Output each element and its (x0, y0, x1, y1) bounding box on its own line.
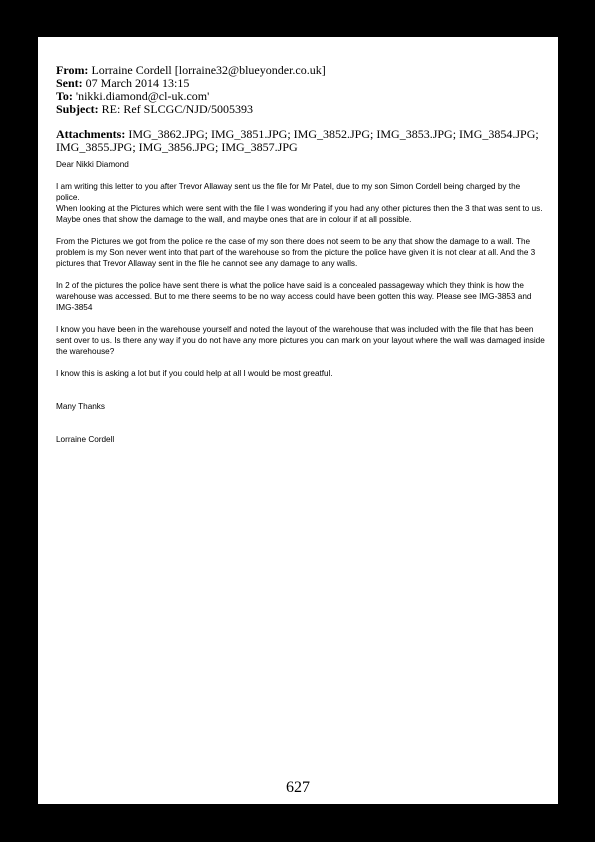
greeting: Dear Nikki Diamond (56, 160, 129, 169)
subject-value: RE: Ref SLCGC/NJD/5005393 (101, 102, 254, 116)
paragraph-5: I know this is asking a lot but if you could help at all I would be most greatful. (56, 369, 333, 378)
attachments-line (56, 128, 546, 154)
sent-label: Sent: (56, 76, 83, 90)
page-number: 627 (286, 779, 310, 796)
document-page (38, 37, 558, 804)
sent-value: 07 March 2014 13:15 (85, 76, 190, 90)
paragraph-2: From the Pictures we got from the police re the case of my son there does not seem to be any that show the damage to a wall. The problem is my Son never went into that part of the warehouse so from the picture the police have given it is not clear at all. And the 3 pictures that Trevor Allaway sent in the file he cannot see any damage to any walls. (56, 237, 536, 268)
to-label: To: (56, 89, 73, 103)
attachments-value: IMG_3862.JPG; IMG_3851.JPG; IMG_3852.JPG; IMG_3853.JPG; IMG_3854.JPG; IMG_3855.JPG; IMG_3856.JPG; IMG_3857.JPG (56, 127, 539, 154)
from-label: From: (56, 63, 89, 77)
to-value: 'nikki.diamond@cl-uk.com' (75, 89, 210, 103)
closing: Many Thanks (56, 402, 105, 411)
attachments-label: Attachments: (56, 127, 126, 141)
paragraph-3: In 2 of the pictures the police have sent there is what the police have said is a concealed passageway which they think is how the warehouse was accessed. But to me there seems to be no way access could have been gotten this way. Please see IMG-3853 and IMG-3854 (56, 281, 532, 312)
paragraph-4: I know you have been in the warehouse yourself and noted the layout of the warehouse that was included with the file that has been sent over to us. Is there any way if you do not have any more pictures you can mark on your layout where the wall was damaged inside the warehouse? (56, 325, 545, 356)
email-body (56, 159, 546, 445)
email-header (56, 64, 546, 154)
subject-line (56, 103, 546, 116)
signature: Lorraine Cordell (56, 435, 115, 444)
paragraph-1a: I am writing this letter to you after Trevor Allaway sent us the file for Mr Patel, due to my son Simon Cordell being charged by the police. (56, 182, 521, 202)
subject-label: Subject: (56, 102, 99, 116)
paragraph-1b: When looking at the Pictures which were sent with the file I was wondering if you had any other pictures then the 3 that was sent to us. Maybe ones that show the damage to the wall, and maybe ones that are in colour if at all possible. (56, 204, 543, 224)
from-value: Lorraine Cordell [lorraine32@blueyonder.co.uk] (91, 63, 326, 77)
